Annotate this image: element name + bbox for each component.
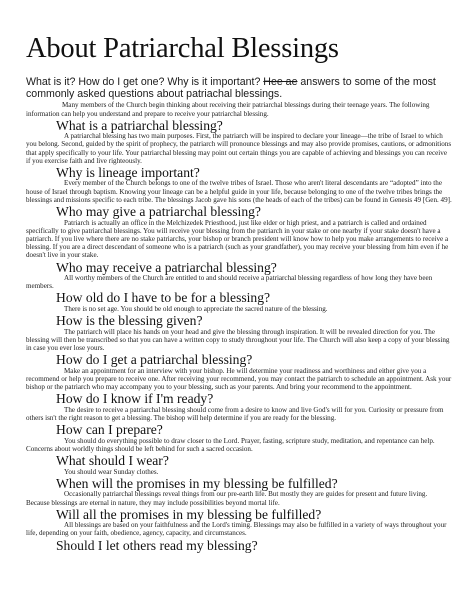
section-body: All worthy members of the Church are entitled to and should receive a patriarchal blessing regardless of how long they have been members. bbox=[26, 274, 433, 291]
section-heading: How do I get a patriarchal blessing? bbox=[56, 352, 253, 368]
section-heading: What is a patriarchal blessing? bbox=[56, 117, 223, 133]
section-body: All blessings are based on your faithfulness and the Lord's timing. Blessings may also be fulfilled in a variety of ways throughout your life, depending on your faith, obedience, agency, capacity, and circumstances. bbox=[26, 521, 447, 538]
section-body: Every member of the Church belongs to one of the twelve tribes of Israel. Those who aren't literal descendants are “adopted” into the house of Israel through baptism. Knowing your lineage can be a helpful guide in your life, because belonging to one of the twelve tribes brings the blessings and missions specific to each tribe. The blessings Jacob gave his sons (the heads of each of the tribes) can be found in Genesis 49 [Gen. 49]. bbox=[26, 179, 452, 204]
section-age bbox=[26, 291, 452, 313]
section-ready bbox=[26, 392, 452, 422]
section-when-fulfilled bbox=[26, 477, 452, 507]
section-body: Make an appointment for an interview with your bishop. He will determine your readiness and worthiness and either give you a recommend or help you prepare to receive one. After receiving your recommend, you may contact the patriarch to schedule an appointment. Ask your bishop or the patriarch who may accompany you to your blessing, such as your parents. And bring your recommend to the appointment. bbox=[26, 366, 452, 392]
section-body: A patriarchal blessing has two main purposes. First, the patriarch will be inspired to declare your lineage—the tribe of Israel to which you belong. Second, guided by the spirit of prophecy, the patriarch will pronounce blessings and may also provide promises, cautions, or admonitions that apply specifically to your life. Your patriarchal blessing may point out certain things you are capable of achieving and blessings you can receive if you exercise faith and live righteously. bbox=[26, 132, 452, 165]
section-heading: How old do I have to be for a blessing? bbox=[56, 290, 271, 306]
section-all-fulfilled bbox=[26, 508, 452, 538]
section-what-is-blessing bbox=[26, 119, 452, 165]
lead-paragraph: Many members of the Church begin thinking about receiving their patriarchal blessings during their teenage years. The following information can help you understand and prepare to receive your patriarchal blessing. bbox=[26, 101, 430, 118]
section-body: Patriarch is actually an office in the Melchizedek Priesthood, just like elder or high priest, and a patriarch is called and ordained specifically to give patriarchal blessings. You will receive your blessing from the patriarch in your stake or one nearby if your stake doesn't have a patriarch. If you live where there are no stake patriarchs, your bishop or branch president will know how to help you make arrangements to receive a blessing. If you are a direct descendant of someone who is a patriarch (such as your grandfather), you may receive your blessing from him even if he doesn't live in your stake. bbox=[26, 218, 449, 260]
section-body: There is no set age. You should be old enough to appreciate the sacred nature of the blessing. bbox=[64, 304, 328, 313]
section-heading: Will all the promises in my blessing be fulfilled? bbox=[56, 506, 322, 522]
section-lineage bbox=[26, 166, 452, 204]
intro-struck-text: Hee ae bbox=[263, 76, 298, 88]
intro-subtitle bbox=[26, 76, 452, 100]
section-body: You should do everything possible to draw closer to the Lord. Prayer, fasting, scripture study, meditation, and repentance can help. Concerns about worldly things should be left behind for such a sacred occasion. bbox=[26, 436, 435, 453]
section-heading: Should I let others read my blessing? bbox=[56, 537, 258, 553]
section-prepare bbox=[26, 423, 452, 453]
section-body: Occasionally patriarchal blessings reveal things from our pre-earth life. But mostly they are guides for present and future living. Because blessings are eternal in nature, they may include possibilities beyond mortal life. bbox=[26, 490, 428, 507]
section-body: The patriarch will place his hands on your head and give the blessing through inspiration. It will be revealed direction for you. The blessing will then be transcribed so that you can have a written copy to study throughout your life. The Church will also keep a copy of your blessing in case you ever lose yours. bbox=[26, 327, 450, 353]
section-body: The desire to receive a patriarchal blessing should come from a desire to know and live God's will for you. Curiosity or pressure from others isn't the right reason to get a blessing. The bishop will help determine if you are ready for the blessing. bbox=[26, 405, 444, 423]
section-wear bbox=[26, 454, 452, 476]
section-how-given bbox=[26, 314, 452, 352]
page-title: About Patriarchal Blessings bbox=[26, 33, 339, 64]
section-heading: What should I wear? bbox=[56, 453, 169, 469]
section-heading: When will the promises in my blessing be fulfilled? bbox=[56, 475, 338, 491]
intro-text-start: What is it? How do I get one? Why is it important? bbox=[26, 76, 264, 88]
section-heading: How do I know if I'm ready? bbox=[56, 391, 214, 407]
section-heading: Who may receive a patriarchal blessing? bbox=[56, 259, 277, 275]
section-heading: Who may give a patriarchal blessing? bbox=[56, 204, 261, 220]
section-share-blessing bbox=[26, 539, 452, 553]
section-heading: How can I prepare? bbox=[56, 422, 163, 438]
section-who-may-receive bbox=[26, 261, 452, 291]
section-how-get bbox=[26, 353, 452, 391]
section-heading: Why is lineage important? bbox=[56, 164, 200, 180]
intro-text-end: answers to some of the most commonly asked questions about patriachal blessings. bbox=[26, 76, 436, 101]
section-heading: How is the blessing given? bbox=[56, 313, 203, 329]
section-body: You should wear Sunday clothes. bbox=[64, 467, 159, 476]
section-who-may-give bbox=[26, 205, 452, 260]
